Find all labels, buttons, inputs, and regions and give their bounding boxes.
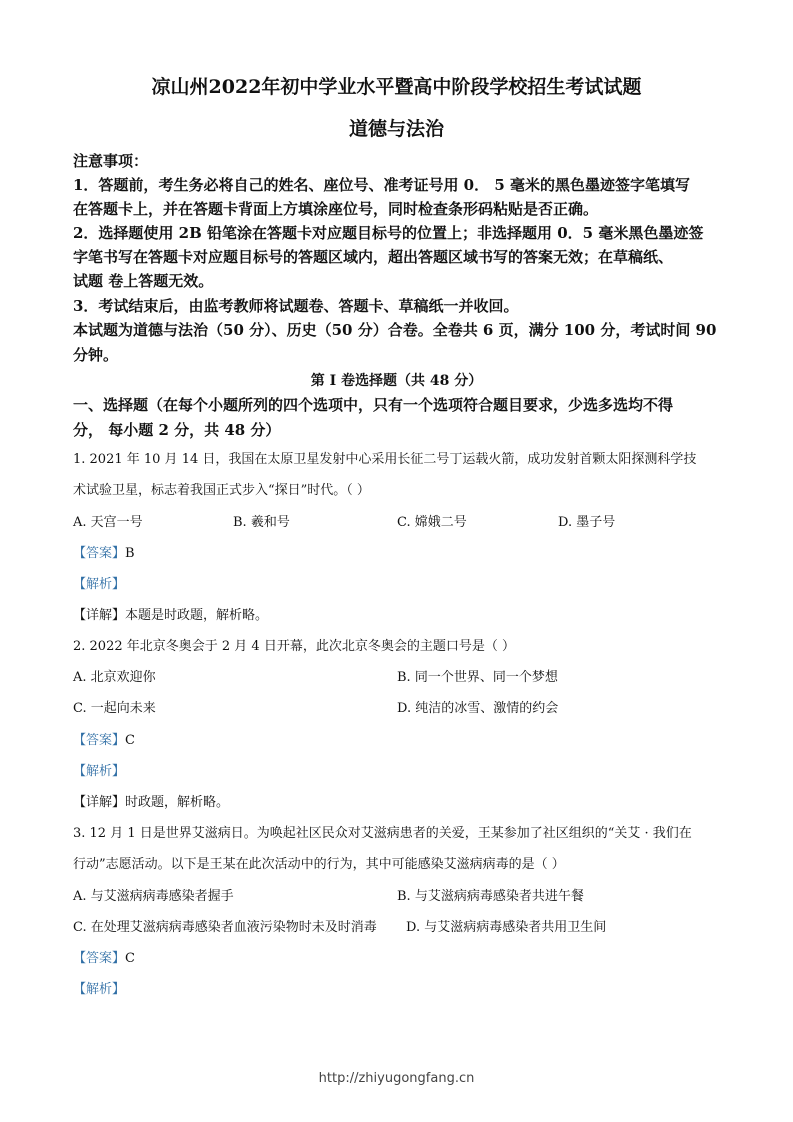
option-d: D. 墨子号 (558, 515, 616, 530)
analysis-label: 【解析】 (73, 577, 126, 592)
answer-line (73, 542, 135, 561)
question-stem: 2. 2022 年北京冬奥会于 2 月 4 日开幕，此次北京冬奥会的主题口号是（ ） (73, 639, 515, 654)
answer-line (73, 947, 135, 966)
page-title: 凉山州2022年初中学业水平暨高中阶段学校招生考试试题 (151, 76, 642, 98)
option-a: A. 天宫一号 (73, 515, 143, 530)
option-c: C. 嫦娥二号 (397, 515, 467, 530)
option-b: B. 同一个世界、同一个梦想 (397, 670, 558, 685)
analysis-line (73, 760, 125, 779)
answer-line (73, 729, 135, 748)
part-heading: 分， 每小题 2 分，共 48 分） (73, 421, 281, 439)
answer-value: B (125, 546, 135, 561)
detail-line (73, 791, 229, 810)
page-subtitle: 道德与法治 (348, 118, 444, 140)
notice-line: 1．答题前，考生务必将自己的姓名、座位号、准考证号用 0． 5 毫米的黑色墨迹签字笔填写 (73, 176, 690, 194)
notice-line: 分钟。 (73, 346, 119, 364)
option-c: C. 在处理艾滋病病毒感染者血液污染物时未及时消毒 (73, 920, 377, 935)
question-stem: 行动”志愿活动。以下是王某在此次活动中的行为，其中可能感染艾滋病病毒的是（ ） (73, 857, 565, 872)
section-title: 第 I 卷选择题（共 48 分） (310, 373, 483, 389)
analysis-label: 【解析】 (73, 764, 126, 779)
notice-line: 在答题卡上，并在答题卡背面上方填涂座位号，同时检查条形码粘贴是否正确。 (73, 200, 599, 218)
answer-value: C (125, 733, 135, 748)
notice-line: 3．考试结束后，由监考教师将试题卷、答题卡、草稿纸一并收回。 (73, 297, 519, 315)
part-heading: 一、选择题（在每个小题所列的四个选项中，只有一个选项符合题目要求，少选多选均不得 (73, 396, 674, 414)
question-stem: 术试验卫星，标志着我国正式步入“探日”时代。（ ） (73, 483, 370, 498)
answer-label: 【答案】 (73, 733, 126, 748)
notice-line: 本试题为道德与法治（50 分）、历史（50 分）合卷。全卷共 6 页，满分 100 分，考试时间 90 (73, 321, 717, 339)
answer-value: C (125, 951, 135, 966)
notice-line: 2．选择题使用 2B 铅笔涂在答题卡对应题目标号的位置上；非选择题用 0．5 毫米黑色墨迹签 (73, 224, 704, 242)
option-d: D. 与艾滋病病毒感染者共用卫生间 (406, 920, 607, 935)
option-a: A. 与艾滋病病毒感染者握手 (73, 889, 234, 904)
option-b: B. 羲和号 (233, 515, 290, 530)
question-stem: 1. 2021 年 10 月 14 日，我国在太原卫星发射中心采用长征二号丁运载火箭，成功发射首颗太阳探测科学技 (73, 452, 697, 467)
detail-line (73, 604, 268, 623)
footer-url: http://zhiyugongfang.cn (318, 1071, 475, 1086)
option-c: C. 一起向未来 (73, 701, 156, 716)
detail-label: 【详解】 (73, 795, 126, 810)
analysis-line (73, 978, 125, 997)
option-b: B. 与艾滋病病毒感染者共进午餐 (397, 889, 584, 904)
analysis-label: 【解析】 (73, 982, 126, 997)
detail-text: 本题是时政题，解析略。 (125, 608, 269, 623)
option-d: D. 纯洁的冰雪、激情的约会 (397, 701, 559, 716)
detail-label: 【详解】 (73, 608, 126, 623)
notice-line: 字笔书写在答题卡对应题目标号的答题区域内，超出答题区域书写的答案无效；在草稿纸、 (73, 248, 674, 266)
question-stem: 3. 12 月 1 日是世界艾滋病日。为唤起社区民众对艾滋病患者的关爱，王某参加了社区组织的“关艾 · 我们在 (73, 826, 692, 841)
notice-line: 试题 卷上答题无效。 (73, 272, 214, 290)
notice-heading: 注意事项： (73, 152, 149, 170)
answer-label: 【答案】 (73, 546, 126, 561)
answer-label: 【答案】 (73, 951, 126, 966)
option-a: A. 北京欢迎你 (73, 670, 156, 685)
detail-text: 时政题，解析略。 (125, 795, 230, 810)
analysis-line (73, 573, 125, 592)
